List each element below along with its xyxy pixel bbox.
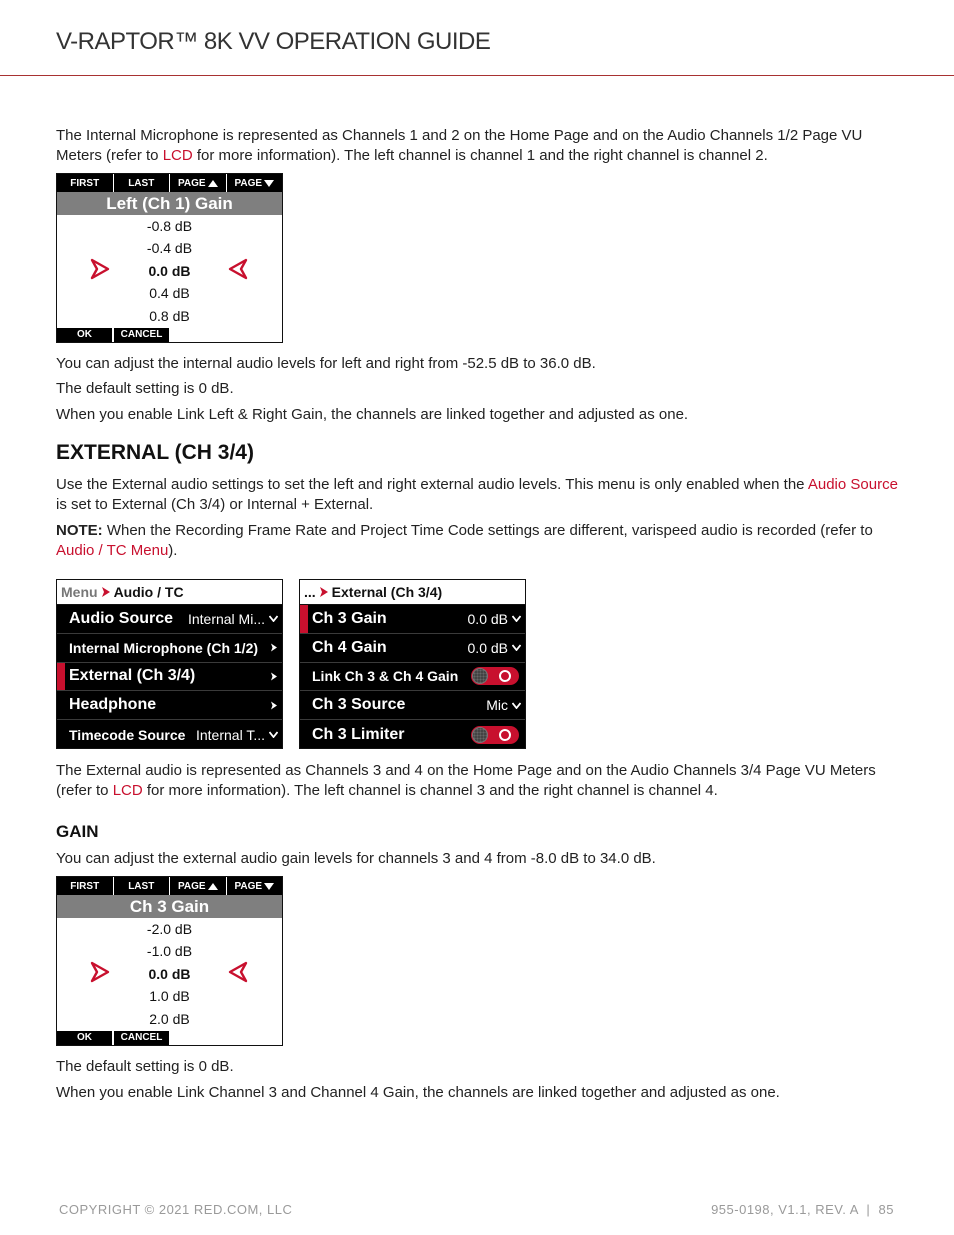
menu-item-value: Internal T...: [195, 726, 265, 743]
external-heading: EXTERNAL (CH 3/4): [56, 441, 254, 464]
chevron-down-icon: [512, 644, 521, 651]
gain-link-text: When you enable Link Channel 3 and Channel 4 Gain, the channels are linked together and adjusted as one.: [56, 1084, 780, 1101]
picker-title: Ch 3 Gain: [57, 895, 282, 918]
chevron-down-icon: [512, 615, 521, 622]
first-button[interactable]: FIRST: [57, 174, 114, 192]
chevron-down-icon: [269, 731, 278, 738]
menu-item-label: Timecode Source: [69, 726, 186, 743]
gain-heading: GAIN: [56, 822, 99, 841]
menu-item-audio-source[interactable]: [57, 605, 282, 634]
selection-arrow-left-icon: [227, 257, 249, 281]
menu-item-value: Mic: [486, 697, 508, 714]
toggle-off-icon: [499, 670, 511, 682]
picker-value[interactable]: -0.8 dB: [146, 218, 193, 234]
limiter-toggle[interactable]: [471, 726, 519, 744]
last-button[interactable]: LAST: [114, 174, 171, 192]
selection-arrow-right-icon: [89, 257, 111, 281]
intro-text-b: for more information). The left channel is channel 1 and the right channel is channel 2.: [192, 146, 768, 164]
audio-tc-menu-link[interactable]: Audio / TC Menu: [56, 541, 169, 559]
picker-title: Left (Ch 1) Gain: [57, 192, 282, 215]
first-button[interactable]: FIRST: [57, 877, 114, 895]
breadcrumb-current: External (Ch 3/4): [331, 584, 443, 600]
menu-item-link-ch3-ch4-gain[interactable]: [300, 663, 525, 692]
menu-item-internal-microphone[interactable]: [57, 634, 282, 663]
breadcrumb-current: Audio / TC: [113, 584, 184, 600]
menu-item-ch3-gain[interactable]: [300, 605, 525, 634]
external-channels-text-a: The External audio is represented as Channels 3 and 4 on the Home Page and on the Audio Channels 3/4 Page VU Meters (refer to: [56, 762, 876, 799]
external-text-a: Use the External audio settings to set the left and right external audio levels. This menu is only enabled when the: [56, 476, 808, 493]
selection-indicator: [57, 663, 65, 691]
external-text-b: is set to External (Ch 3/4) or Internal + External.: [56, 495, 374, 513]
menu-item-value: 0.0 dB: [467, 639, 508, 656]
page-header-title: V-RAPTOR™ 8K VV OPERATION GUIDE: [56, 28, 491, 55]
menu-item-label: Headphone: [69, 696, 157, 714]
chevron-right-icon: [319, 587, 329, 597]
triangle-down-icon: [264, 180, 274, 187]
selection-arrow-right-icon: [89, 960, 111, 984]
picker-value[interactable]: 0.8 dB: [149, 307, 190, 324]
internal-link-text: When you enable Link Left & Right Gain, the channels are linked together and adjusted as one.: [56, 406, 689, 423]
page-down-button[interactable]: PAGE: [227, 877, 283, 895]
breadcrumb-root[interactable]: Menu: [61, 584, 98, 600]
gain-range-text: You can adjust the external audio gain levels for channels 3 and 4 from -8.0 dB to 34.0 dB.: [56, 850, 656, 867]
toggle-off-icon: [499, 729, 511, 741]
triangle-up-icon: [208, 883, 218, 890]
note-paragraph: [56, 521, 901, 560]
menu-item-label: Link Ch 3 & Ch 4 Gain: [312, 668, 459, 685]
note-text-a: When the Recording Frame Rate and Project Time Code settings are different, varispeed audio is recorded (refer to: [102, 522, 873, 539]
ok-button[interactable]: OK: [57, 1031, 112, 1045]
menu-item-label: Ch 3 Limiter: [312, 725, 405, 743]
menu-item-label: Audio Source: [69, 609, 174, 627]
menu-item-external[interactable]: [57, 663, 282, 692]
page-down-button[interactable]: PAGE: [227, 174, 283, 192]
lcd-link[interactable]: LCD: [162, 146, 193, 164]
chevron-down-icon: [512, 702, 521, 709]
menu-item-label: Internal Microphone (Ch 1/2): [69, 639, 259, 656]
last-button[interactable]: LAST: [114, 877, 171, 895]
picker-value[interactable]: -2.0 dB: [146, 921, 193, 937]
cancel-button[interactable]: CANCEL: [114, 1031, 169, 1045]
breadcrumb: [57, 580, 282, 605]
audio-source-link[interactable]: Audio Source: [807, 476, 898, 493]
breadcrumb-root[interactable]: ...: [304, 584, 316, 600]
toggle-knob: [472, 668, 488, 684]
picker-value-list[interactable]: [57, 918, 282, 1030]
audio-tc-menu: [56, 579, 283, 749]
picker-value-list[interactable]: [57, 215, 282, 327]
picker-nav-bar: [57, 174, 282, 192]
link-gain-toggle[interactable]: [471, 667, 519, 685]
picker-value-selected[interactable]: 0.0 dB: [148, 262, 191, 279]
footer-doc-info: 955-0198, V1.1, REV. A | 85: [711, 1202, 894, 1217]
ok-button[interactable]: OK: [57, 328, 112, 342]
picker-value[interactable]: 1.0 dB: [149, 988, 190, 1005]
picker-value[interactable]: 0.4 dB: [149, 285, 190, 302]
lcd-link[interactable]: LCD: [112, 781, 143, 799]
menu-item-label: Ch 3 Source: [312, 696, 406, 714]
picker-action-bar: [57, 1031, 171, 1045]
menu-item-headphone[interactable]: [57, 691, 282, 720]
menu-item-ch3-source[interactable]: [300, 691, 525, 720]
external-channels-paragraph: [56, 761, 901, 800]
chevron-right-icon: [270, 672, 278, 681]
left-gain-picker: [56, 173, 283, 343]
toggle-knob: [472, 727, 488, 743]
menu-item-value: 0.0 dB: [467, 610, 508, 627]
note-label: NOTE:: [56, 522, 103, 539]
gain-default-text: The default setting is 0 dB.: [56, 1058, 234, 1075]
chevron-right-icon: [270, 643, 278, 652]
intro-text-a: The Internal Microphone is represented as Channels 1 and 2 on the Home Page and on the Audio Channels 1/2 Page VU Meters (refer to: [56, 127, 863, 164]
picker-value[interactable]: 2.0 dB: [149, 1010, 190, 1027]
page-up-button[interactable]: PAGE: [170, 174, 227, 192]
chevron-down-icon: [269, 615, 278, 622]
picker-nav-bar: [57, 877, 282, 895]
picker-value[interactable]: -1.0 dB: [146, 943, 193, 960]
triangle-down-icon: [264, 883, 274, 890]
note-text-b: ).: [168, 541, 178, 559]
menu-item-timecode-source[interactable]: [57, 720, 282, 749]
menu-item-label: Ch 3 Gain: [312, 609, 387, 627]
breadcrumb: [300, 580, 525, 605]
cancel-button[interactable]: CANCEL: [114, 328, 169, 342]
chevron-right-icon: [270, 701, 278, 710]
page-up-button[interactable]: PAGE: [170, 877, 227, 895]
internal-range-text: You can adjust the internal audio levels for left and right from -52.5 dB to 36.0 dB.: [56, 355, 596, 372]
menu-item-label: External (Ch 3/4): [69, 667, 196, 685]
external-intro-paragraph: [56, 475, 901, 514]
external-ch34-menu: [299, 579, 526, 749]
menu-item-ch3-limiter[interactable]: [300, 720, 525, 749]
triangle-up-icon: [208, 180, 218, 187]
menu-item-label: Ch 4 Gain: [312, 638, 387, 656]
external-channels-text-b: for more information). The left channel is channel 3 and the right channel is channel 4.: [142, 781, 718, 799]
header-rule: [0, 75, 954, 76]
footer-copyright: COPYRIGHT © 2021 RED.COM, LLC: [59, 1202, 293, 1217]
ch3-gain-picker: [56, 876, 283, 1046]
internal-default-text: The default setting is 0 dB.: [56, 380, 234, 397]
picker-value-selected[interactable]: 0.0 dB: [148, 965, 191, 982]
picker-value[interactable]: -0.4 dB: [146, 240, 193, 257]
menu-item-value: Internal Mi...: [187, 610, 265, 627]
intro-paragraph: [56, 126, 901, 165]
picker-action-bar: [57, 328, 171, 342]
menu-item-ch4-gain[interactable]: [300, 634, 525, 663]
selection-arrow-left-icon: [227, 960, 249, 984]
chevron-right-icon: [101, 587, 111, 597]
selection-indicator: [300, 605, 308, 633]
